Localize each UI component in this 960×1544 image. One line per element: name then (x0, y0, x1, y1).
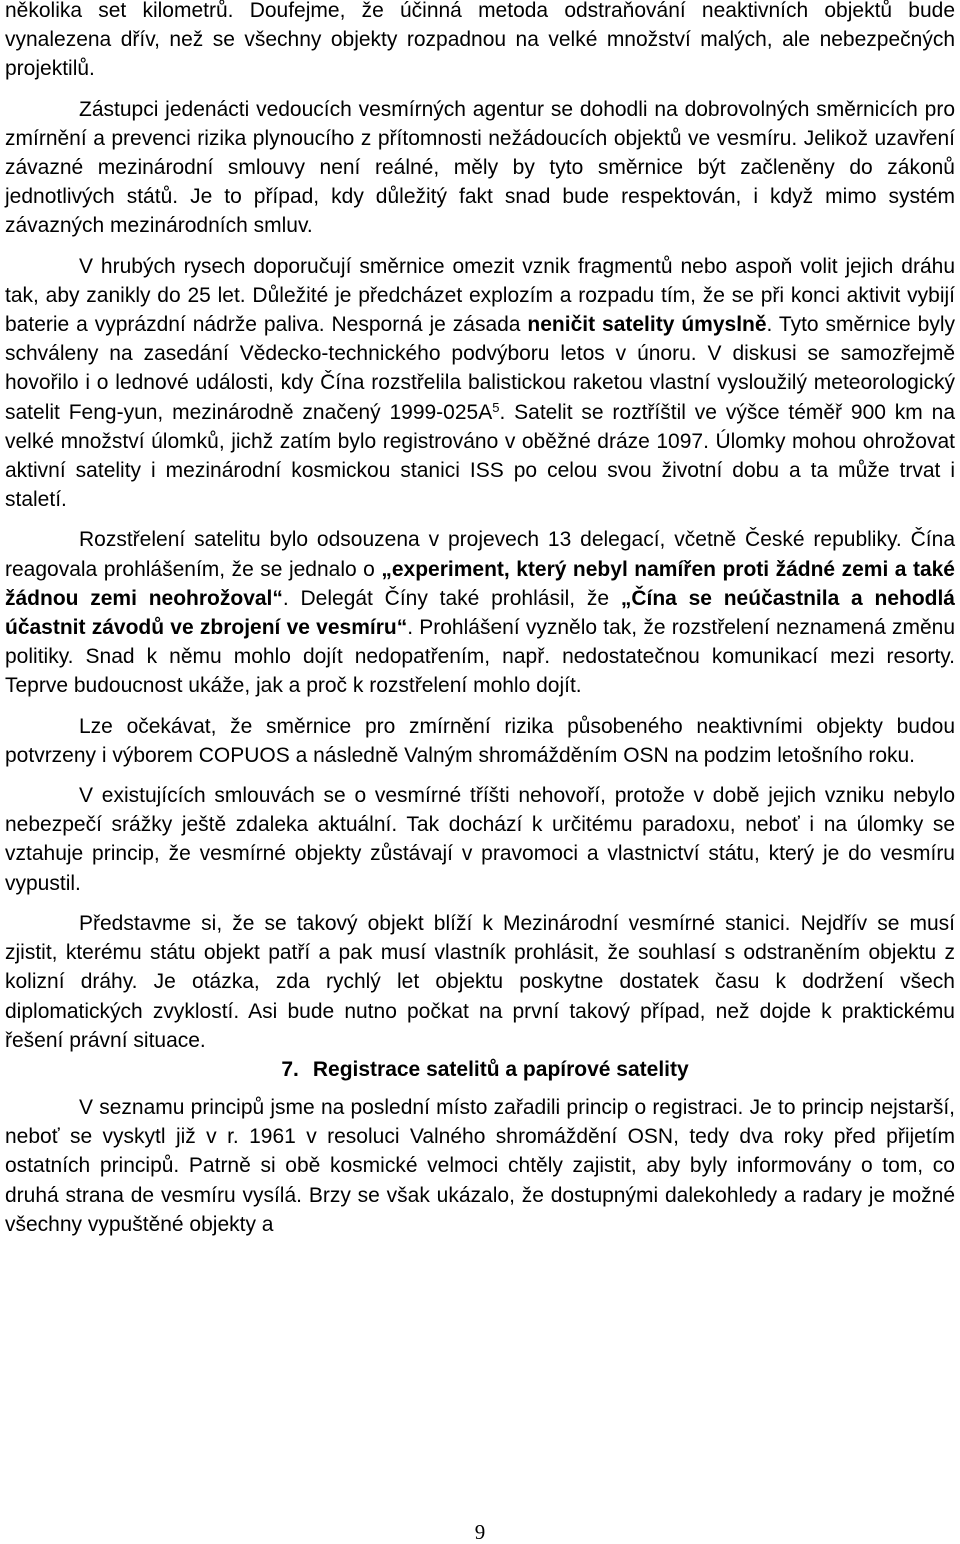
paragraph-continuation: několika set kilometrů. Doufejme, že účinná metoda odstraňování neaktivních objektů bude vynalezena dřív, než se všechny objekty rozpadnou na velké množství malých, ale nebezpečných projektilů. (5, 0, 955, 81)
text-segment: V hrubých rysech doporučují směrnice omezit vznik fragmentů nebo aspoň volit jejich dráhu tak, aby zanikly do 25 let. Důležité je předcházet explozím a rozpadu tím, že se při konci aktivit vybijí baterie a vyprázdní nádrže paliva. Nesporná je zásada (5, 254, 955, 337)
page-number: 9 (474, 1520, 486, 1544)
paragraph-guidelines-summary (5, 252, 955, 515)
paragraph-copuos: Lze očekávat, že směrnice pro zmírnění rizika působeného neaktivními objekty budou potvrzeny i výborem COPUOS a následně Valným shromážděním OSN na podzim letošního roku. (5, 714, 955, 767)
section-heading (5, 1055, 955, 1084)
paragraph-iss-scenario: Představme si, že se takový objekt blíží k Mezinárodní vesmírné stanici. Nejdřív se musí zjistit, kterému státu objekt patří a pak musí vlastník prohlásit, že souhlasí s odstraněním objektu z kolizní dráhy. Je otázka, zda rychlý let objektu poskytne dostatek času k dodržení všech diplomatických zvyklostí. Asi bude nutno počkat na první takový případ, než dojde k praktickému řešení právní situace. (5, 911, 955, 1052)
paragraph-agencies-guidelines: Zástupci jedenácti vedoucích vesmírných agentur se dohodli na dobrovolných směrnicích pro zmírnění a prevenci rizika plynoucího z přítomnosti nežádoucích objektů ve vesmíru. Jelikož uzavření závazné mezinárodní smlouvy není reálné, měly by tyto směrnice být začleněny do zákonů jednotlivých států. Je to případ, kdy důležitý fakt snad bude respektován, i když mimo systém závazných mezinárodních smluv. (5, 97, 955, 238)
text-segment: . Satelit se roztříštil ve výšce téměř 900 km na velké množství úlomků, jichž zatím bylo registrováno v oběžné dráze 1097. Úlomky mohou ohrožovat aktivní satelity i mezinárodní kosmickou stanici ISS po celou svou životní dobu a ta může trvat i staletí. (5, 400, 956, 512)
text-segment: . Prohlášení vyznělo tak, že rozstřelení neznamená změnu politiky. Snad k němu mohlo dojít nedopatřením, např. nedostatečnou komunikací mezi resorty. Teprve budoucnost ukáže, jak a proč k rozstřelení mohlo dojít. (5, 616, 955, 698)
text-segment: . Tyto směrnice byly schváleny na zasedání Vědecko-technického podvýboru letos v únoru. V diskusi se samozřejmě hovořilo i o lednové události, kdy Čína rozstřelila balistickou raketou vlastní vysloužilý meteorologický satelit Feng-yun, mezinárodně značený 1999-025A (5, 313, 955, 424)
section-number: 7. (281, 1057, 299, 1081)
paragraph-registration: V seznamu principů jsme na poslední místo zařadili princip o registraci. Je to princip nejstarší, neboť se vyskytl již v r. 1961 v resoluci Valného shromáždění OSN, tedy dva roky před přijetím ostatních principů. Patrně si obě kosmické velmoci chtěly zajistit, aby byly informovány o tom, co druhá strana de vesmíru vysílá. Brzy se však ukázalo, že dostupnými dalekohledy a radary je možné všechny vypuštěné objekty a (5, 1095, 955, 1236)
bold-quote-experiment: „experiment, který nebyl namířen proti žádné zemi a také žádnou zemi neohrožoval“ (5, 557, 955, 610)
bold-quote-arms-race: „Čína se neúčastnila a nehodlá účastnit závodů ve zbrojení ve vesmíru“ (5, 586, 955, 640)
text-segment: . Delegát Číny také prohlásil, že (282, 586, 621, 610)
section-title: Registrace satelitů a papírové satelity (312, 1057, 689, 1081)
paragraph-existing-treaties: V existujících smlouvách se o vesmírné tříšti nehovoří, protože v době jejich vzniku nebylo nebezpečí srážky ještě zdaleka aktuální. Tak dochází k určitému paradoxu, neboť i na úlomky se vztahuje princip, že vesmírné objekty zůstávají v pravomoci a vlastnictví státu, který je do vesmíru vypustil. (5, 784, 955, 895)
text-segment: Rozstřelení satelitu bylo odsouzena v projevech 13 delegací, včetně České republiky. Čína reagovala prohlášením, že se jednalo o (5, 528, 955, 581)
bold-principle: neničit satelity úmyslně (527, 313, 767, 337)
paragraph-china-reaction (5, 525, 955, 700)
footnote-ref: 5 (492, 399, 500, 415)
